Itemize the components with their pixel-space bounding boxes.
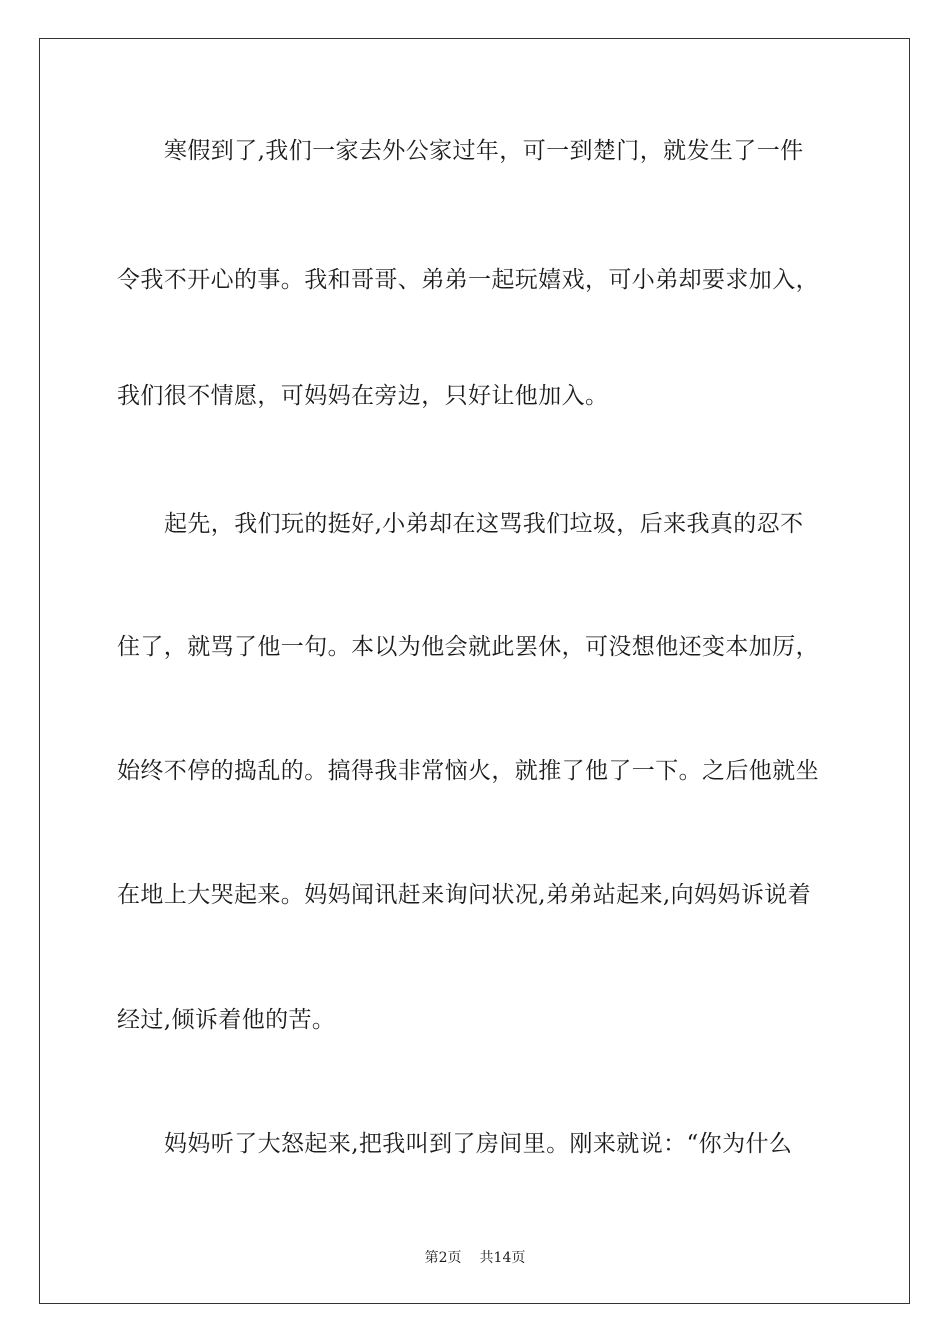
paragraph-1-line-2: 令我不开心的事。我和哥哥、弟弟一起玩嬉戏，可小弟却要求加入， [117, 267, 819, 293]
page-total: 共14页 [479, 1250, 526, 1266]
paragraph-2-line-4: 在地上大哭起来。妈妈闻讯赶来询问状况,弟弟站起来,向妈妈诉说着 [117, 882, 812, 908]
page-footer [0, 1248, 950, 1268]
paragraph-1-line-1: 寒假到了,我们一家去外公家过年，可一到楚门，就发生了一件 [164, 138, 804, 164]
page-number: 第2页 [424, 1250, 462, 1266]
paragraph-2-line-2: 住了，就骂了他一句。本以为他会就此罢休，可没想他还变本加厉， [117, 634, 819, 660]
paragraph-1-line-3: 我们很不情愿，可妈妈在旁边，只好让他加入。 [117, 383, 609, 409]
page-border [39, 38, 910, 1304]
paragraph-2-line-1: 起先，我们玩的挺好,小弟却在这骂我们垃圾，后来我真的忍不 [164, 511, 804, 537]
paragraph-2-line-5: 经过,倾诉着他的苦。 [117, 1007, 336, 1033]
paragraph-2-line-3: 始终不停的捣乱的。搞得我非常恼火，就推了他了一下。之后他就坐 [117, 758, 819, 784]
paragraph-3-line-1: 妈妈听了大怒起来,把我叫到了房间里。刚来就说：“你为什么 [164, 1131, 793, 1157]
